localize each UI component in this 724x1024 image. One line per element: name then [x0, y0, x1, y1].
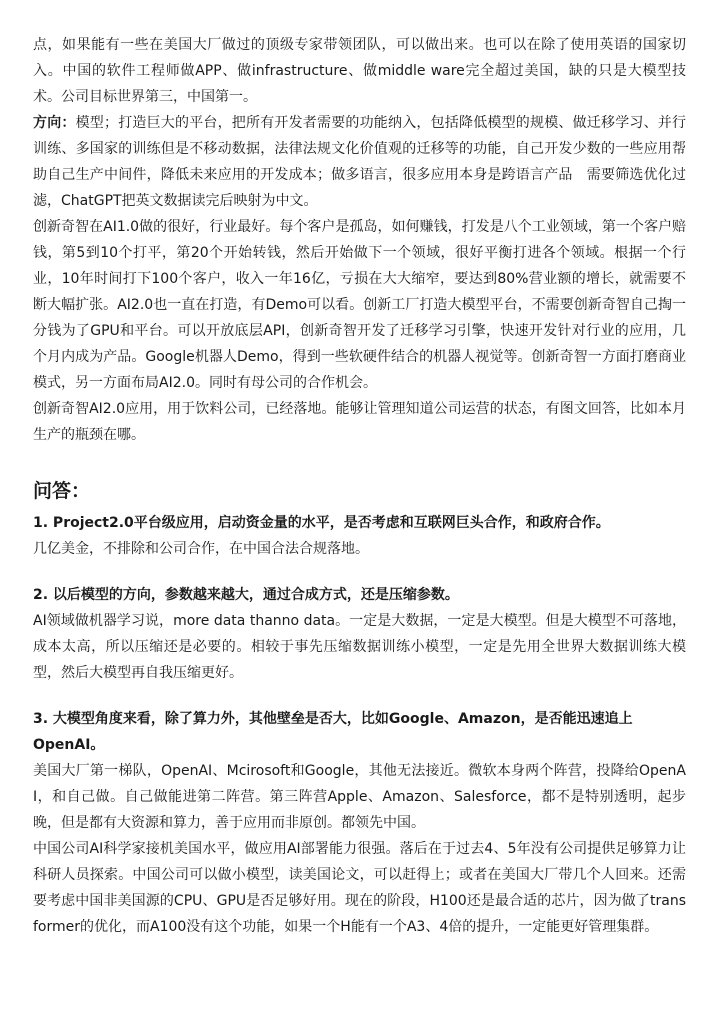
- question-2: 2. 以后模型的方向，参数越来越大，通过合成方式，还是压缩参数。: [33, 587, 459, 603]
- spacer: [33, 686, 686, 706]
- direction-text: 模型；打造巨大的平台，把所有开发者需要的功能纳入，包括降低模型的规模、做迁移学习、并行训练、多国家的训练但是不移动数据，法律法规文化价值观的迁移等的功能，自己开发少数的一些应用帮助自己生产中间件，降低未来应用的开发成本；做多语言，很多应用本身是跨语言产品 需要筛选优化过滤，ChatGPT把英文数据读完后映射为中文。: [33, 115, 687, 209]
- direction-label: 方向：: [33, 115, 76, 131]
- question-3: 3. 大模型角度来看，除了算力外，其他壁垒是否大，比如Google、Amazon，是否能迅速追上OpenAI。: [33, 711, 633, 753]
- answer-3-part-2: 中国公司AI科学家接机美国水平，做应用AI部署能力很强。落后在于过去4、5年没有公司提供足够算力让科研人员探索。中国公司可以做小模型，读美国论文，可以赶得上；或者在美国大厂带几个人回来。还需要考虑中国非美国源的CPU、GPU是否足够好用。现在的阶段，H100还是最合适的芯片，因为做了transformer的优化，而A100没有这个功能，如果一个H能有一个A3、4倍的提升，一定能更好管理集群。: [33, 841, 686, 935]
- paragraph-ainnovation: 创新奇智在AI1.0做的很好，行业最好。每个客户是孤岛，如何赚钱，打发是八个工业领域，第一个客户赔钱，第5到10个打平，第20个开始转钱，然后开始做下一个领域，很好平衡打进各个领域。根据一个行业，10年时间打下100个客户，收入一年16亿，亏损在大大缩窄，要达到80%营业额的增长，就需要不断大幅扩张。AI2.0也一直在打造，有Demo可以看。创新工厂打造大模型平台，不需要创新奇智自己掏一分钱为了GPU和平台。可以开放底层API，创新奇智开发了迁移学习引擎，快速开发针对行业的应用，几个月内成为产品。Google机器人Demo，得到一些软硬件结合的机器人视觉等。创新奇智一方面打磨商业模式，另一方面布局AI2.0。同时有母公司的合作机会。: [33, 219, 686, 391]
- paragraph-direction: [33, 110, 686, 214]
- answer-3-part-1: 美国大厂第一梯队，OpenAI、Mcirosoft和Google，其他无法接近。微软本身两个阵营，投降给OpenAI，和自己做。自己做能进第二阵营。第三阵营Apple、Amazon、Salesforce，都不是特别透明，起步晚，但是都有大资源和算力，善于应用而非原创。都领先中国。: [33, 763, 686, 831]
- answer-2: AI领域做机器学习说，more data thanno data。一定是大数据，一定是大模型。但是大模型不可落地，成本太高，所以压缩还是必要的。相较于事先压缩数据训练小模型，一定是先用全世界大数据训练大模型，然后大模型再自我压缩更好。: [33, 613, 686, 681]
- spacer: [33, 448, 686, 476]
- question-1: 1. Project2.0平台级应用，启动资金量的水平，是否考虑和互联网巨头合作，和政府合作。: [33, 515, 610, 531]
- answer-1: 几亿美金，不排除和公司合作，在中国合法合规落地。: [33, 541, 369, 557]
- qa-section-title: 问答：: [33, 480, 91, 502]
- paragraph-ai2-application: 创新奇智AI2.0应用，用于饮料公司，已经落地。能够让管理知道公司运营的状态，有图文回答，比如本月生产的瓶颈在哪。: [33, 401, 686, 443]
- paragraph-intro: 点，如果能有一些在美国大厂做过的顶级专家带领团队，可以做出来。也可以在除了使用英语的国家切入。中国的软件工程师做APP、做infrastructure、做middle ware完全超过美国，缺的只是大模型技术。公司目标世界第三，中国第一。: [33, 37, 686, 105]
- spacer: [33, 562, 686, 582]
